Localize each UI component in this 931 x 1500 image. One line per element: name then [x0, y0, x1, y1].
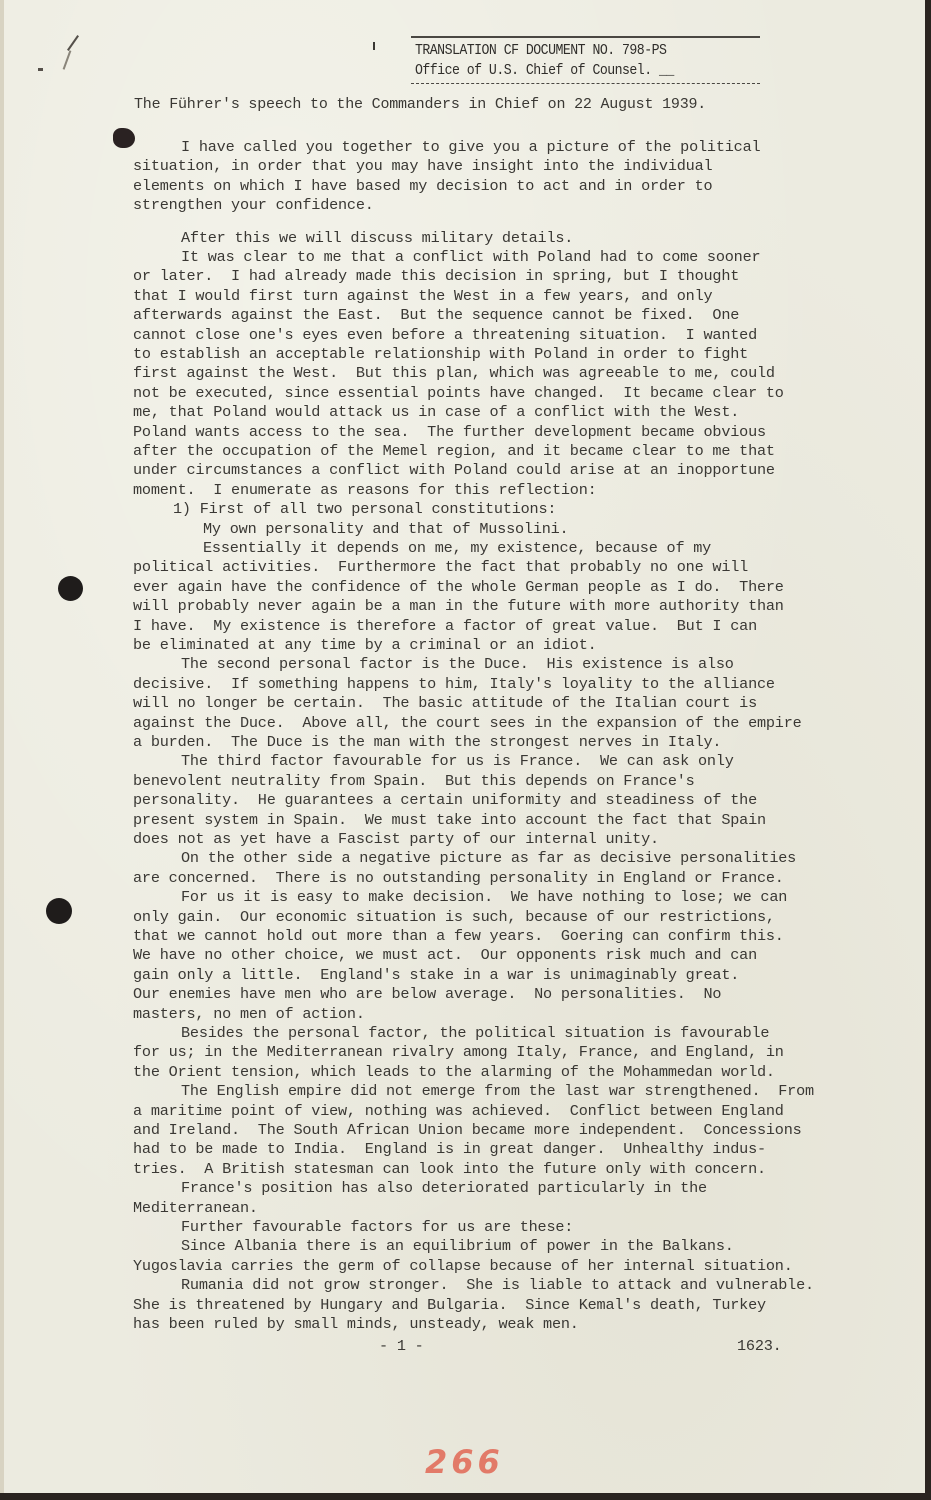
body-line: has been ruled by small minds, unsteady, weak men.	[133, 1315, 579, 1333]
body-line: political activities. Furthermore the fact that probably no one will	[133, 558, 749, 577]
body-line: Rumania did not grow stronger. She is liable to attack and vulnerable.	[181, 1276, 814, 1295]
document-header	[411, 36, 760, 84]
body-line: Besides the personal factor, the political situation is favourable	[181, 1024, 770, 1042]
body-line: tries. A British statesman can look into the future only with concern.	[133, 1159, 766, 1178]
body-line: Our enemies have men who are below average. No personalities. No	[133, 985, 722, 1004]
body-line: We have no other choice, we must act. Our opponents risk much and can	[133, 946, 757, 965]
punch-hole	[46, 898, 72, 924]
body-line: I have. My existence is therefore a factor of great value. But I can	[133, 616, 757, 635]
body-line: For us it is easy to make decision. We have nothing to lose; we can	[181, 888, 788, 907]
body-line: I have called you together to give you a picture of the political	[181, 138, 761, 156]
header-office-line: Office of U.S. Chief of Counsel. __	[415, 62, 674, 79]
handwritten-page-number: 266	[425, 1443, 504, 1481]
body-line: elements on which I have based my decision to act and in order to	[133, 176, 713, 195]
body-line: After this we will discuss military details.	[181, 228, 574, 247]
body-line: The second personal factor is the Duce. His existence is also	[181, 655, 734, 674]
page-number: - 1 -	[379, 1337, 424, 1355]
body-line: afterwards against the East. But the sequence cannot be fixed. One	[133, 306, 740, 325]
body-line: under circumstances a conflict with Poland could arise at an inopportune	[133, 461, 775, 480]
body-line: The third factor favourable for us is France. We can ask only	[181, 752, 734, 771]
body-line: Since Albania there is an equilibrium of power in the Balkans.	[181, 1237, 734, 1256]
body-line: are concerned. There is no outstanding personality in England or France.	[133, 868, 784, 887]
body-line: 1) First of all two personal constitutions:	[173, 500, 557, 519]
body-line: She is threatened by Hungary and Bulgaria. Since Kemal's death, Turkey	[133, 1295, 766, 1314]
body-line: that we cannot hold out more than a few years. Goering can confirm this.	[133, 927, 784, 945]
margin-mark	[63, 50, 72, 69]
body-line: decisive. If something happens to him, Italy's loyality to the alliance	[133, 674, 775, 693]
body-line: benevolent neutrality from Spain. But this depends on France's	[133, 771, 695, 790]
body-line: and Ireland. The South African Union became more independent. Concessions	[133, 1121, 802, 1139]
body-line: will no longer be certain. The basic attitude of the Italian court is	[133, 694, 757, 713]
body-line: On the other side a negative picture as far as decisive personalities	[181, 849, 797, 868]
body-line: only gain. Our economic situation is such, because of our restrictions,	[133, 907, 775, 926]
body-line: ever again have the confidence of the whole German people as I do. There	[133, 577, 784, 596]
body-line: first against the West. But this plan, which was agreeable to me, could	[133, 364, 775, 383]
body-line: does not as yet have a Fascist party of our internal unity.	[133, 830, 659, 848]
body-line: cannot close one's eyes even before a threatening situation. I wanted	[133, 325, 757, 344]
body-line: Yugoslavia carries the germ of collapse because of her internal situation.	[133, 1256, 793, 1275]
body-line: for us; in the Mediterranean rivalry among Italy, France, and England, in	[133, 1043, 784, 1062]
body-line: France's position has also deteriorated particularly in the	[181, 1179, 707, 1198]
body-line: It was clear to me that a conflict with Poland had to come sooner	[181, 248, 761, 266]
body-line: against the Duce. Above all, the court sees in the expansion of the empire	[133, 713, 802, 732]
body-line: be eliminated at any time by a criminal or an idiot.	[133, 636, 597, 654]
body-line: strengthen your confidence.	[133, 196, 374, 215]
body-line: had to be made to India. England is in great danger. Unhealthy indus-	[133, 1140, 766, 1159]
body-line: The English empire did not emerge from the last war strengthened. From	[181, 1082, 814, 1101]
body-line: present system in Spain. We must take into account the fact that Spain	[133, 810, 766, 829]
body-line: or later. I had already made this decision in spring, but I thought	[133, 267, 740, 286]
punch-hole	[58, 576, 83, 601]
document-number: 1623.	[737, 1337, 782, 1355]
body-line: a maritime point of view, nothing was achieved. Conflict between England	[133, 1101, 784, 1120]
body-line: Poland wants access to the sea. The further development became obvious	[133, 422, 766, 441]
body-line: Essentially it depends on me, my existence, because of my	[203, 539, 712, 557]
body-line: after the occupation of the Memel region, and it became clear to me that	[133, 442, 775, 460]
typewriter-mark	[373, 42, 375, 50]
body-line: situation, in order that you may have insight into the individual	[133, 157, 713, 176]
body-line: not be executed, since essential points have changed. It became clear to	[133, 383, 784, 402]
body-line: to establish an acceptable relationship with Poland in order to fight	[133, 345, 749, 363]
body-line: moment. I enumerate as reasons for this reflection:	[133, 480, 597, 499]
body-line: will probably never again be a man in the future with more authority than	[133, 597, 784, 616]
body-line: Mediterranean.	[133, 1198, 258, 1217]
margin-mark	[67, 35, 79, 51]
body-line: My own personality and that of Mussolini.	[203, 519, 569, 538]
margin-mark	[38, 68, 43, 71]
header-translation-line: TRANSLATION CF DOCUMENT NO. 798-PS	[415, 42, 667, 59]
punch-hole	[113, 128, 135, 148]
body-line: the Orient tension, which leads to the alarming of the Mohammedan world.	[133, 1062, 775, 1081]
body-line: personality. He guarantees a certain uniformity and steadiness of the	[133, 791, 757, 810]
body-line: masters, no men of action.	[133, 1004, 365, 1023]
body-line: a burden. The Duce is the man with the strongest nerves in Italy.	[133, 733, 722, 751]
body-line: Further favourable factors for us are these:	[181, 1218, 574, 1236]
body-line: me, that Poland would attack us in case of a conflict with the West.	[133, 403, 740, 422]
body-line: gain only a little. England's stake in a war is unimaginably great.	[133, 965, 740, 984]
document-title: The Führer's speech to the Commanders in Chief on 22 August 1939.	[134, 96, 707, 113]
body-line: that I would first turn against the West in a few years, and only	[133, 286, 713, 305]
